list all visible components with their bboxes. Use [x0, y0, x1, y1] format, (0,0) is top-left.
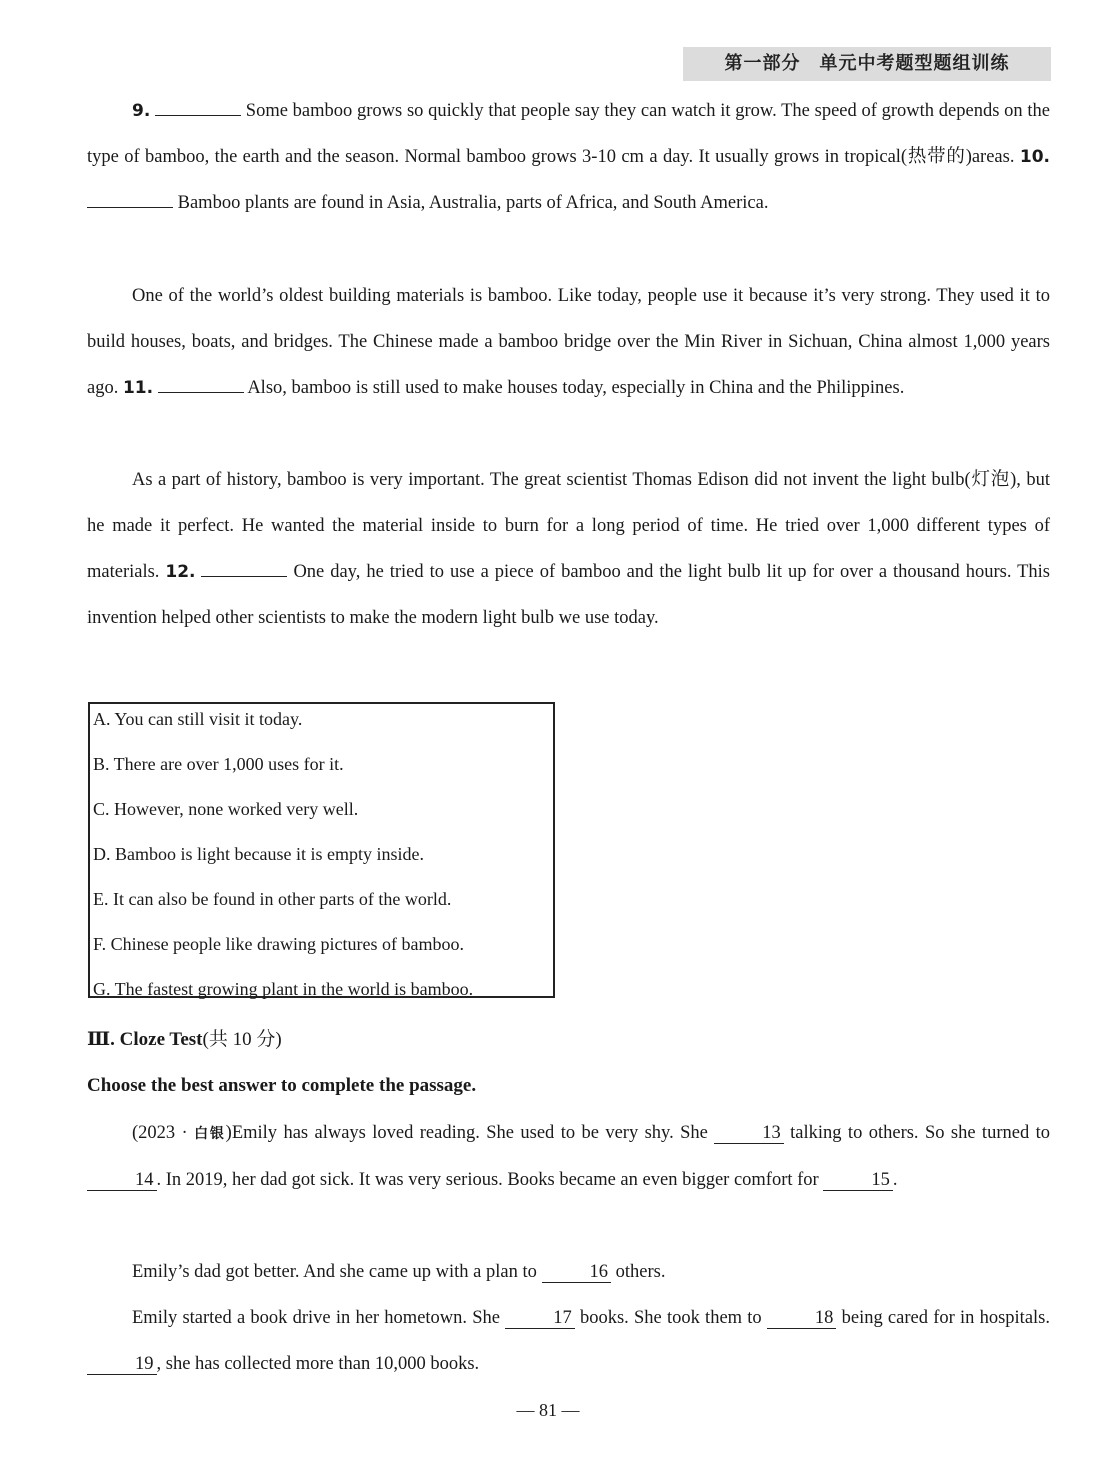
- cloze-paragraph-1: [87, 1110, 1050, 1203]
- cloze-section-title: [87, 1025, 282, 1055]
- cloze-blank-16[interactable]: 16: [542, 1262, 612, 1283]
- section-title: Ⅲ. Cloze Test: [87, 1029, 203, 1050]
- paragraph-text: Emily has always loved reading. She used to be very shy. She: [231, 1123, 715, 1143]
- page-number: — 81 —: [516, 1400, 580, 1420]
- option-b[interactable]: B. There are over 1,000 uses for it.: [93, 754, 344, 774]
- paragraph-text: One of the world’s oldest building materials is bamboo. Like today, people use it because it’s very strong. They used it to build houses, boats, and bridges. The Chinese made a bamboo bridge over the Min River in Sichuan, China almost 1,000 years ago.: [87, 286, 1050, 398]
- option-e[interactable]: E. It can also be found in other parts of the world.: [93, 889, 452, 909]
- option-g[interactable]: G. The fastest growing plant in the world is bamboo.: [93, 979, 474, 999]
- paragraph-text: .: [892, 1170, 898, 1190]
- source-label: (2023 ·: [132, 1123, 195, 1143]
- paragraph-text: Some bamboo grows so quickly that people say they can watch it grow. The speed of growth depends on the type of bamboo, the earth and the season. Normal bamboo grows 3-10 cm a day. It usually grows in tropical(热带的)areas.: [87, 101, 1050, 167]
- paragraph-text: Also, bamboo is still used to make houses today, especially in China and the Philippines.: [243, 378, 905, 398]
- answer-blank-11[interactable]: [158, 376, 244, 393]
- cloze-blank-13[interactable]: 13: [714, 1123, 784, 1144]
- paragraph-text: others.: [611, 1262, 666, 1282]
- cloze-paragraph-3: [87, 1295, 1050, 1387]
- cloze-blank-14[interactable]: 14: [87, 1170, 157, 1191]
- option-d[interactable]: D. Bamboo is light because it is empty inside.: [93, 844, 424, 864]
- cloze-paragraph-2: [87, 1249, 1050, 1295]
- paragraph-text: Emily started a book drive in her hometown. She: [132, 1308, 506, 1328]
- paragraph-text: Emily’s dad got better. And she came up with a plan to: [132, 1262, 542, 1282]
- cloze-blank-15[interactable]: 15: [823, 1170, 893, 1191]
- answer-blank-12[interactable]: [201, 560, 287, 577]
- options-box: [88, 702, 555, 998]
- cloze-blank-18[interactable]: 18: [767, 1308, 837, 1329]
- paragraph-text: talking to others. So she turned to: [783, 1123, 1050, 1143]
- question-number-10: 10.: [1019, 147, 1050, 167]
- answer-blank-9[interactable]: [155, 99, 241, 116]
- reading-paragraph-3: [87, 457, 1050, 641]
- cloze-blank-17[interactable]: 17: [505, 1308, 575, 1329]
- paragraph-text: being cared for in hospitals.: [836, 1308, 1050, 1328]
- cloze-blank-19[interactable]: 19: [87, 1354, 157, 1375]
- source-label: ): [225, 1123, 232, 1143]
- paragraph-text: . In 2019, her dad got sick. It was very serious. Books became an even bigger comfort for: [156, 1170, 824, 1190]
- paragraph-text: books. She took them to: [574, 1308, 767, 1328]
- paragraph-text: , she has collected more than 10,000 books.: [156, 1354, 480, 1374]
- source-place: 白银: [194, 1126, 226, 1142]
- answer-blank-10[interactable]: [87, 191, 173, 208]
- question-number-9: 9.: [132, 101, 151, 121]
- option-a[interactable]: A. You can still visit it today.: [93, 709, 303, 729]
- cloze-instruction: Choose the best answer to complete the passage.: [87, 1075, 477, 1096]
- reading-paragraph-2: [87, 273, 1050, 411]
- question-number-11: 11.: [122, 378, 154, 398]
- section-header: 第一部分 单元中考题型题组训练: [683, 47, 1051, 81]
- paragraph-text: Bamboo plants are found in Asia, Australia, parts of Africa, and South America.: [173, 193, 769, 213]
- reading-paragraph-1: [87, 88, 1050, 226]
- option-c[interactable]: C. However, none worked very well.: [93, 799, 359, 819]
- paragraph-text: One day, he tried to use a piece of bamboo and the light bulb lit up for over a thousand hours. This invention helped other scientists to make the modern light bulb we use today.: [87, 562, 1050, 628]
- option-f[interactable]: F. Chinese people like drawing pictures of bamboo.: [93, 934, 464, 954]
- section-score: (共 10 分): [202, 1029, 282, 1050]
- question-number-12: 12.: [165, 562, 196, 582]
- paragraph-text: As a part of history, bamboo is very important. The great scientist Thomas Edison did not invent the light bulb(灯泡), but he made it perfect. He wanted the material inside to burn for a long period of time. He tried over 1,000 different types of materials.: [87, 470, 1050, 582]
